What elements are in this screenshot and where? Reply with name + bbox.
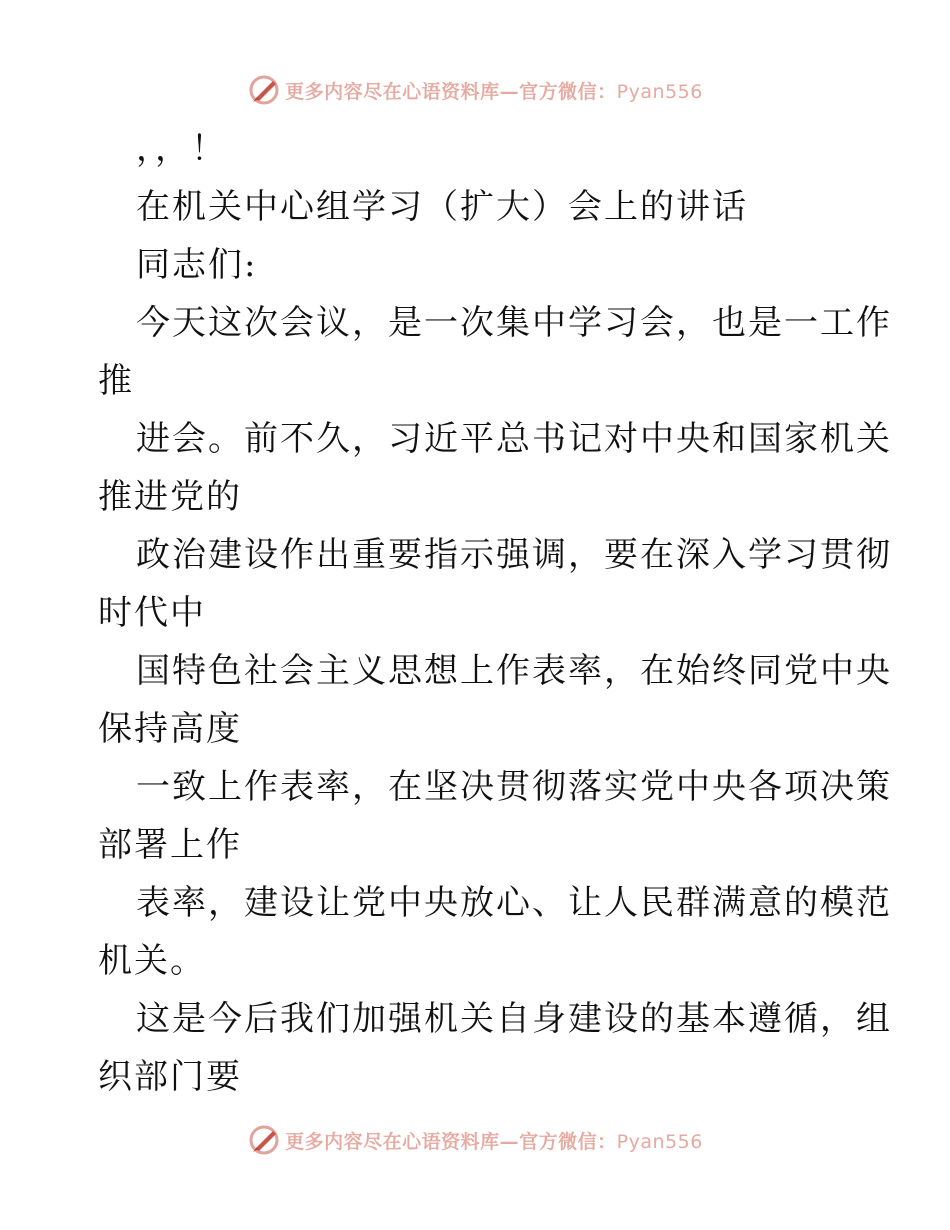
text-line: 表率，建设让党中央放心、让人民群满意的模范 bbox=[136, 883, 892, 923]
text-line: 保持高度 bbox=[98, 709, 242, 749]
text-line: 时代中 bbox=[98, 593, 206, 633]
footer-watermark bbox=[0, 1120, 950, 1160]
quill-logo-icon bbox=[247, 1123, 281, 1157]
text-line: 今天这次会议，是一次集中学习会，也是一工作 bbox=[136, 303, 892, 343]
quill-logo-icon bbox=[247, 73, 281, 107]
watermark-text: 更多内容尽在心语资料库—官方微信：Pyan556 bbox=[285, 80, 703, 103]
salutation: 同志们: bbox=[136, 245, 258, 285]
text-line: 一致上作表率，在坚决贯彻落实党中央各项决策 bbox=[136, 767, 892, 807]
text-line: 部署上作 bbox=[98, 825, 242, 865]
text-line: 推 bbox=[98, 361, 134, 401]
text-line: 国特色社会主义思想上作表率，在始终同党中央 bbox=[136, 651, 892, 691]
document-title: 在机关中心组学习（扩大）会上的讲话 bbox=[136, 187, 748, 227]
text-line: 政治建设作出重要指示强调，要在深入学习贯彻 bbox=[136, 535, 892, 575]
text-line: 这是今后我们加强机关自身建设的基本遵循，组 bbox=[136, 999, 892, 1039]
text-line: 进会。前不久，习近平总书记对中央和国家机关 bbox=[136, 419, 892, 459]
document-body bbox=[98, 120, 892, 1106]
watermark-text: 更多内容尽在心语资料库—官方微信：Pyan556 bbox=[285, 1130, 703, 1153]
text-line: 机关。 bbox=[98, 941, 206, 981]
header-watermark bbox=[0, 70, 950, 110]
text-line: 织部门要 bbox=[98, 1057, 242, 1097]
text-line: 推进党的 bbox=[98, 477, 242, 517]
text-line: ，，！ bbox=[136, 129, 227, 169]
